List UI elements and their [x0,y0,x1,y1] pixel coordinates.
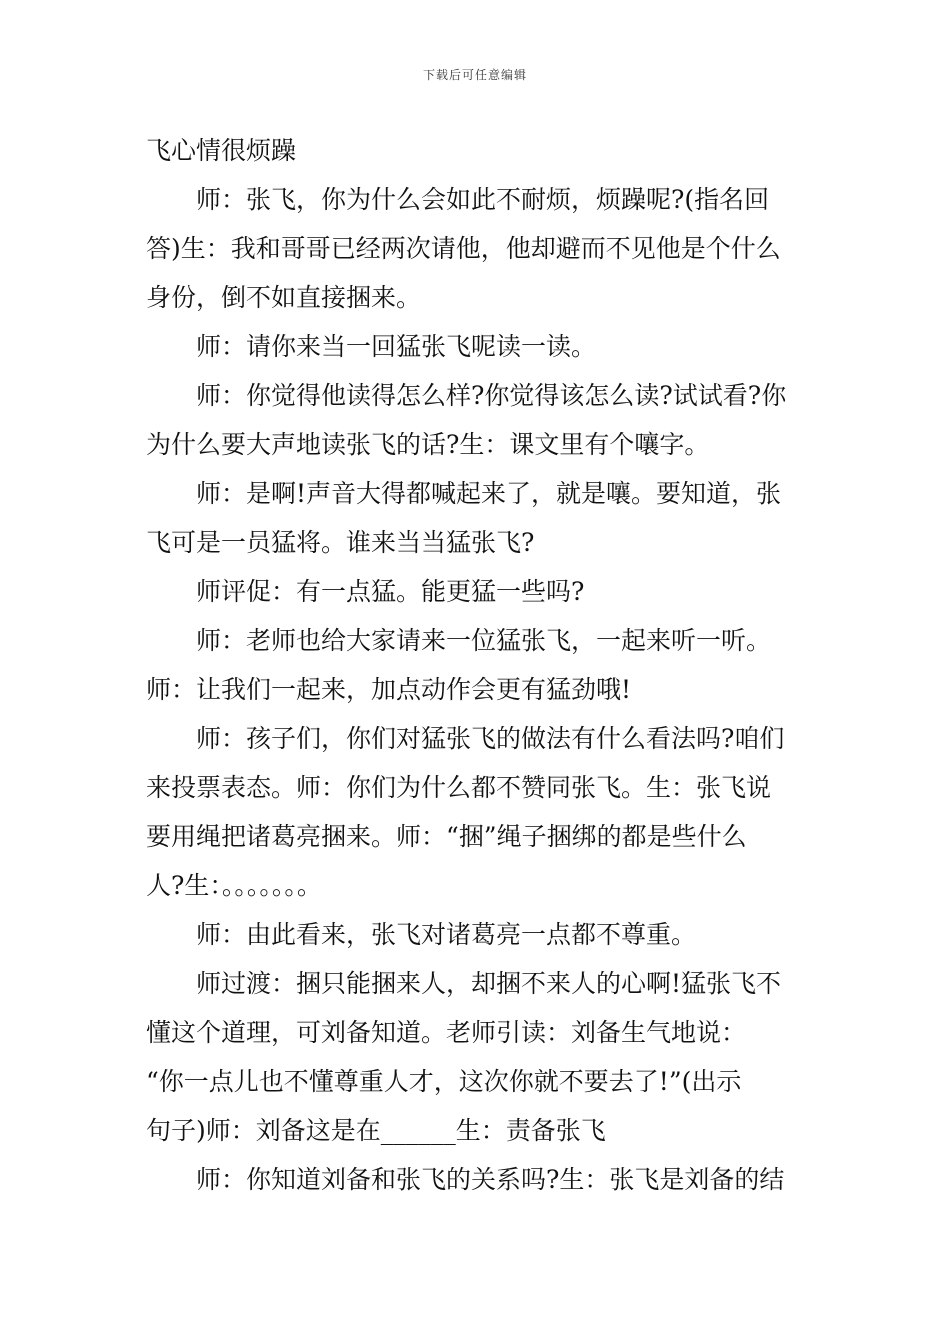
text-line: 师：你觉得他读得怎么样?你觉得该怎么读?试试看?你 [196,381,787,410]
text-line: 为什么要大声地读张飞的话?生：课文里有个嚷字。 [146,430,710,459]
paragraph-1 [146,126,810,175]
text-line: 师：孩子们，你们对猛张飞的做法有什么看法吗?咱们 [196,724,785,753]
text-line: 师过渡：捆只能捆来人，却捆不来人的心啊!猛张飞不 [196,969,782,998]
text-line: 飞心情很烦躁 [146,136,297,165]
page-header: 下载后可任意编辑 [422,68,527,82]
text-line: 师：是啊!声音大得都喊起来了，就是嚷。要知道，张 [196,479,782,508]
text-line: 师：请你来当一回猛张飞呢读一读。 [196,332,597,361]
text-line: 身份，倒不如直接捆来。 [146,283,422,312]
text-line: 师：张飞，你为什么会如此不耐烦，烦躁呢?(指名回 [196,185,770,214]
document-body [146,126,810,1204]
text-line: 答)生：我和哥哥已经两次请他，他却避而不见他是个什么 [146,234,781,263]
paragraph-10 [146,959,810,1155]
text-line: 师评促：有一点猛。能更猛一些吗? [196,577,585,606]
paragraph-7 [146,616,810,714]
paragraph-3 [146,322,810,371]
text-line: 师：让我们一起来，加点动作会更有猛劲哦! [146,675,632,704]
paragraph-5 [146,469,810,567]
text-line: “你一点儿也不懂尊重人才，这次你就不要去了!”(出示 [146,1067,742,1096]
text-line: 师：你知道刘备和张飞的关系吗?生：张飞是刘备的结 [196,1165,785,1194]
text-line: 师：由此看来，张飞对诸葛亮一点都不尊重。 [196,920,697,949]
paragraph-11 [146,1155,810,1204]
text-line: 懂这个道理，可刘备知道。老师引读：刘备生气地说： [146,1018,747,1047]
paragraph-4 [146,371,810,469]
text-line: 句子)师：刘备这是在______生：责备张飞 [146,1116,606,1145]
paragraph-2 [146,175,810,322]
text-line: 要用绳把诸葛亮捆来。师：“捆”绳子捆绑的都是些什么 [146,822,747,851]
text-line: 来投票表态。师：你们为什么都不赞同张飞。生：张飞说 [146,773,772,802]
text-line: 师：老师也给大家请来一位猛张飞，一起来听一听。 [196,626,772,655]
paragraph-6 [146,567,810,616]
text-line: 人?生：。。。。。。。 [146,871,322,900]
paragraph-8 [146,714,810,910]
paragraph-9 [146,910,810,959]
text-line: 飞可是一员猛将。谁来当当猛张飞? [146,528,535,557]
